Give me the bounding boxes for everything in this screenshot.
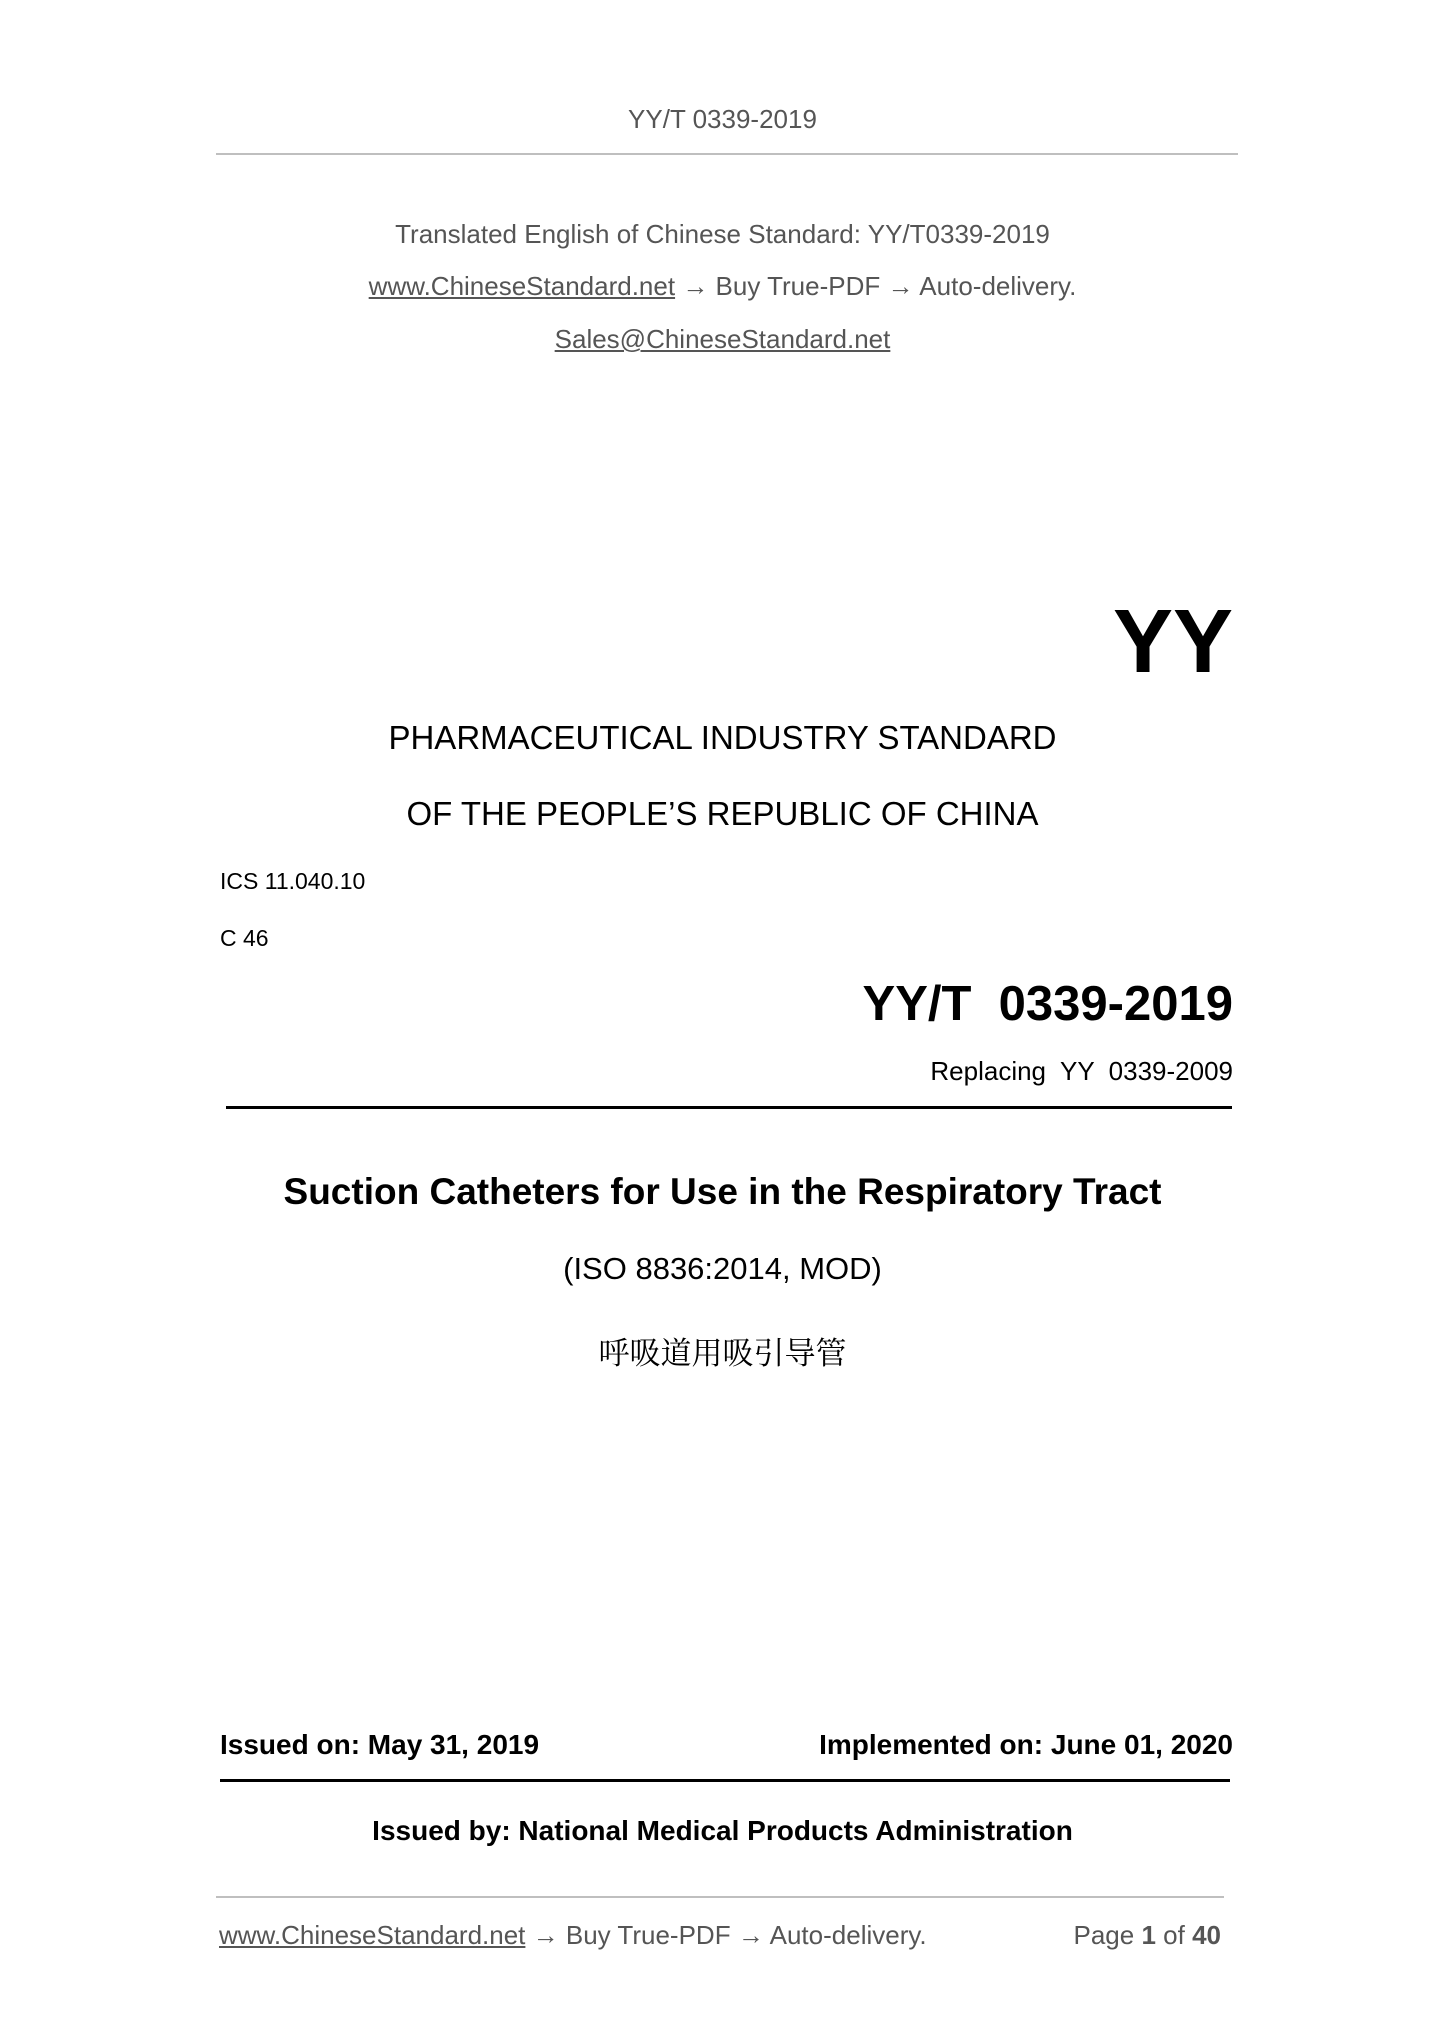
replacing-standard: Replacing YY 0339-2009 <box>930 1056 1233 1086</box>
ics-code: ICS 11.040.10 <box>220 868 366 894</box>
iso-reference: (ISO 8836:2014, MOD) <box>563 1251 882 1286</box>
standard-number: YY/T 0339-2019 <box>862 977 1233 1031</box>
purchase-line <box>0 271 1445 302</box>
delivery-text: Auto-delivery. <box>919 271 1077 301</box>
chinese-title: 呼吸道用吸引导管 <box>598 1336 847 1372</box>
header-divider <box>216 153 1238 155</box>
dates-divider <box>220 1779 1230 1782</box>
buy-text: Buy True-PDF <box>715 271 881 301</box>
page-indicator <box>1073 1920 1221 1951</box>
title-divider <box>226 1106 1232 1109</box>
site-link[interactable]: www.ChineseStandard.net <box>368 271 676 301</box>
page-current: 1 <box>1141 1920 1156 1950</box>
category-line-2: OF THE PEOPLE’S REPUBLIC OF CHINA <box>406 795 1039 832</box>
footer-divider <box>216 1896 1224 1898</box>
page-label: Page <box>1073 1920 1135 1950</box>
document-title: Suction Catheters for Use in the Respiratory Tract <box>283 1171 1162 1212</box>
issued-date: Issued on: May 31, 2019 <box>220 1729 540 1760</box>
email-line <box>0 324 1445 355</box>
issuing-authority: Issued by: National Medical Products Administration <box>372 1815 1073 1846</box>
footer-buy-text: Buy True-PDF <box>565 1920 731 1950</box>
translation-notice: Translated English of Chinese Standard: YY/T0339-2019 <box>395 219 1050 249</box>
footer-purchase-line <box>219 1920 927 1951</box>
category-line-1: PHARMACEUTICAL INDUSTRY STANDARD <box>388 719 1057 756</box>
page-of-label: of <box>1163 1920 1185 1950</box>
footer-site-link[interactable]: www.ChineseStandard.net <box>219 1920 526 1950</box>
standard-code-mark: YY <box>1112 592 1233 692</box>
running-header: YY/T 0339-2019 <box>628 104 817 134</box>
arrow-right-icon: → <box>737 1920 764 1950</box>
footer-delivery-text: Auto-delivery. <box>769 1920 927 1950</box>
ccs-code: C 46 <box>220 925 269 951</box>
arrow-right-icon: → <box>532 1920 559 1950</box>
implemented-date: Implemented on: June 01, 2020 <box>819 1729 1233 1760</box>
arrow-right-icon: → <box>887 271 914 301</box>
page-total: 40 <box>1192 1920 1221 1950</box>
sales-email-link[interactable]: Sales@ChineseStandard.net <box>554 324 891 354</box>
arrow-right-icon: → <box>682 271 709 301</box>
